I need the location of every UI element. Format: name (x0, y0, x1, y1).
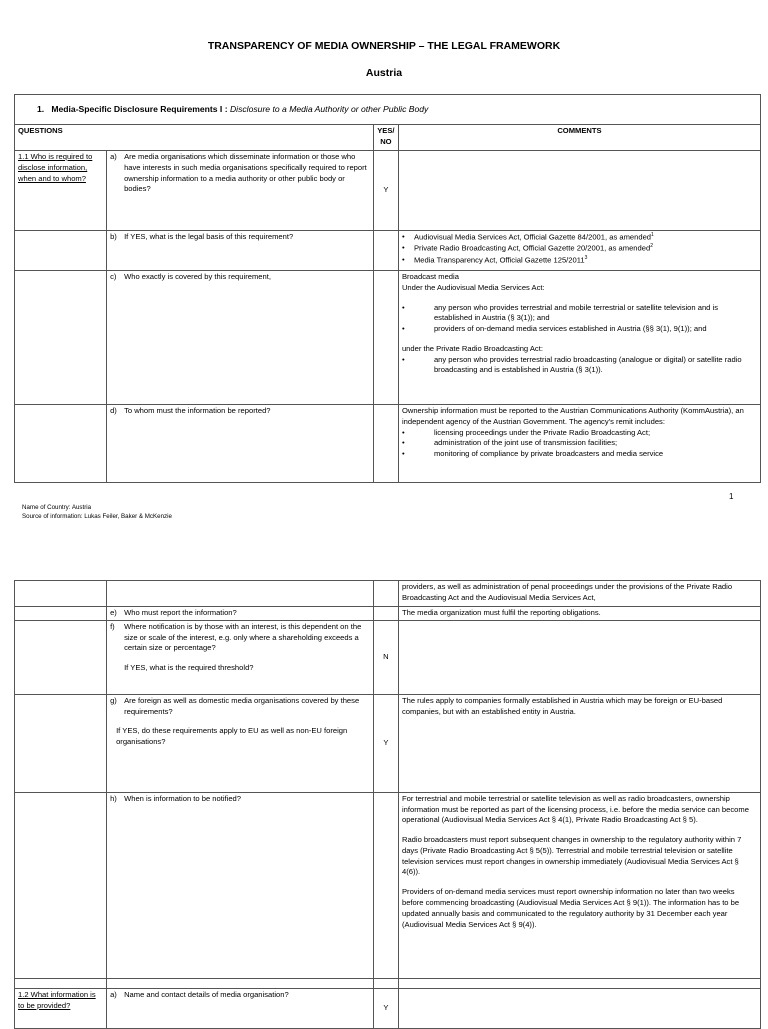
empty-cell (15, 694, 107, 792)
empty-cell (15, 581, 107, 607)
list-item: • administration of the joint use of transmission facilities; (401, 438, 618, 448)
question-f (107, 620, 374, 694)
question-text: When is information to be notified? (124, 793, 241, 803)
question-e (107, 607, 374, 621)
comment-heading: Under the Audiovisual Media Services Act: (401, 282, 545, 292)
yes-no-cell (373, 231, 398, 271)
empty-cell (15, 231, 107, 271)
comment-cell: providers, as well as administration of penal proceedings under the provisions of the Private Radio Broadcasting Act and the Audiovisual Media Services Act, (398, 581, 760, 607)
question-b (107, 231, 374, 271)
question-text: Who exactly is covered by this requirement, (124, 272, 271, 281)
list-item-text: any person who provides terrestrial and mobile terrestrial or satellite television and is established in Austria (§ 3(1)); and (433, 302, 718, 323)
comment-cell (398, 271, 760, 405)
list-item: • providers of on-demand media services established in Austria (§§ 3(1), 9(1)); and (401, 324, 707, 334)
footer-source: Source of information: Lukas Feiler, Baker & McKenzie (22, 513, 172, 520)
yes-no-cell (373, 581, 398, 607)
table-row (15, 988, 761, 1028)
yes-no-cell (373, 792, 398, 978)
empty-cell (107, 978, 374, 988)
list-item-text: any person who provides terrestrial radio broadcasting (analogue or digital) or satellite radio broadcasting and is established in Austria (§ 3(1)). (433, 354, 742, 375)
comment-cell (398, 792, 760, 978)
table-row (15, 620, 761, 694)
comment-cell (398, 620, 760, 694)
question-text: Who must report the information? (124, 608, 237, 617)
comment-paragraph: Radio broadcasters must report subsequent changes in ownership to the regulatory authority within 7 days (Private Radio Broadcasting Act § 5(5)). Terrestrial and mobile terrestrial television or satellite television services must report changes in ownership immediately (Audiovisual Media Services Act § 4(6)). (401, 835, 742, 877)
comment-heading: under the Private Radio Broadcasting Act: (401, 343, 543, 353)
section-number: 1. (37, 104, 45, 115)
question-text: Are foreign as well as domestic media organisations covered by these requirements? (124, 695, 360, 716)
footnote-ref: 1 (651, 232, 654, 238)
yes-no-cell (373, 405, 398, 483)
footnote-ref: 2 (650, 243, 653, 250)
list-item: • Audiovisual Media Services Act, Official Gazette 84/2001, as amended$^1$ (401, 232, 654, 242)
question-a (107, 151, 374, 231)
question-text: To whom must the information be reported? (124, 406, 271, 415)
empty-cell (15, 620, 107, 694)
yes-no-cell: Y (373, 151, 398, 231)
question-text: Are media organisations which disseminate information or those who have interests in such media organisations specifically required to report ownership information to a media authority or other public body or bodies? (124, 152, 367, 194)
section-heading-bold: Media-Specific Disclosure Requirements I : (51, 104, 228, 115)
list-item: • Private Radio Broadcasting Act, Official Gazette 20/2001, as amended$^2$ (401, 243, 653, 253)
legal-basis-3: Media Transparency Act, Official Gazette 125/2011 (413, 255, 585, 265)
yes-no-cell (373, 271, 398, 405)
question-letter: e) (110, 608, 117, 617)
column-header-yes-no: YES/ NO (373, 125, 398, 151)
empty-cell (15, 607, 107, 621)
question-letter: g) (110, 695, 117, 705)
empty-cell (107, 581, 374, 607)
comment-cell: The rules apply to companies formally established in Austria which may be foreign or EU-based companies, but with an established entity in Austria. (398, 694, 760, 792)
list-item: • Media Transparency Act, Official Gazette 125/2011$^3$ (401, 254, 588, 265)
question-c (107, 271, 374, 405)
table-row (15, 607, 761, 621)
question-letter: d) (110, 406, 117, 415)
comment-cell (398, 978, 760, 988)
question-1-1-label: 1.1 Who is required to disclose information, when and to whom? (15, 151, 107, 231)
footer-country: Name of Country: Austria (22, 504, 92, 511)
question-text: If YES, what is the legal basis of this requirement? (124, 232, 294, 241)
comment-cell (398, 151, 760, 231)
question-1-2-a (107, 988, 374, 1028)
yes-no-cell (373, 607, 398, 621)
table-row (15, 792, 761, 978)
list-item-text: licensing proceedings under the Private Radio Broadcasting Act; (433, 427, 651, 437)
legal-basis-1: Audiovisual Media Services Act, Official Gazette 84/2001, as amended (413, 232, 652, 242)
list-item: • any person who provides terrestrial radio broadcasting (analogue or digital) or satellite radio broadcasting and is established in Austria (§ 3(1)). (402, 355, 757, 377)
list-item: • licensing proceedings under the Private Radio Broadcasting Act; (401, 427, 651, 437)
comment-cell (398, 231, 760, 271)
list-item: • monitoring of compliance by private broadcasters and media service (401, 449, 664, 459)
empty-cell (15, 792, 107, 978)
question-text: Where notification is by those with an interest, is this dependent on the size or scale of the interest, e.g. only where a shareholding exceeds a certain size or percentage? (124, 621, 362, 653)
comment-cell: The media organization must fulfil the reporting obligations. (398, 607, 760, 621)
list-item: • any person who provides terrestrial and mobile terrestrial or satellite television and is established in Austria (§ 3(1)); and (402, 303, 757, 325)
column-header-questions: QUESTIONS (15, 125, 374, 151)
table-row (15, 231, 761, 271)
question-text: If YES, what is the required threshold? (124, 663, 254, 673)
comment-text: Ownership information must be reported to the Austrian Communications Authority (KommAustria), an independent agency of the Austrian Government. The agency's remit includes: (401, 406, 744, 426)
comment-cell (398, 988, 760, 1028)
table-row (15, 271, 761, 405)
question-1-2-label: 1.2 What information is to be provided? (15, 988, 107, 1028)
comment-cell (398, 405, 760, 483)
empty-cell (15, 271, 107, 405)
table-row (15, 151, 761, 231)
section-heading (15, 95, 761, 125)
empty-cell (15, 405, 107, 483)
question-d (107, 405, 374, 483)
question-text: Name and contact details of media organisation? (124, 989, 289, 999)
question-letter: h) (110, 793, 117, 803)
legal-basis-2: Private Radio Broadcasting Act, Official Gazette 20/2001, as amended (413, 243, 651, 253)
question-letter: a) (110, 989, 117, 999)
table-row (15, 694, 761, 792)
yes-no-cell: Y (373, 988, 398, 1028)
question-letter: c) (110, 272, 117, 281)
table-row (15, 405, 761, 483)
table-row (15, 978, 761, 988)
question-text: If YES, do these requirements apply to EU as well as non-EU foreign organisations? (116, 726, 348, 747)
disclosure-table-page2 (14, 580, 761, 1029)
comment-paragraph: For terrestrial and mobile terrestrial or satellite television as well as radio broadcasters, ownership information must be reported as part of the licensing process, i.e. before the media service can become operational (Audiovisual Media Services Act § 4(1), Private Radio Broadcasting Act § 5). (401, 793, 749, 825)
document-title: TRANSPARENCY OF MEDIA OWNERSHIP – THE LEGAL FRAMEWORK (207, 40, 561, 52)
table-row (15, 581, 761, 607)
country-heading: Austria (365, 67, 403, 79)
disclosure-table-page1 (14, 94, 761, 483)
yes-no-cell: N (373, 620, 398, 694)
comment-paragraph: Providers of on-demand media services must report ownership information no later than two weeks before commencing broadcasting (Audiovisual Media Services Act § 9(1)). The information has to be updated annually basis and communicated to the regulatory authority by 31 December each year (Audiovisual Media Services Act § 9(4)). (401, 887, 740, 929)
column-header-comments: COMMENTS (398, 125, 760, 151)
section-heading-italic: Disclosure to a Media Authority or other Public Body (229, 104, 429, 115)
question-letter: a) (110, 152, 117, 161)
question-letter: f) (110, 621, 115, 631)
list-item-text: monitoring of compliance by private broadcasters and media service (433, 449, 664, 459)
page-number: 1 (729, 492, 734, 501)
footnote-ref: 3 (584, 254, 588, 261)
yes-no-cell (373, 978, 398, 988)
list-item-text: administration of the joint use of transmission facilities; (433, 438, 618, 448)
empty-cell (15, 978, 107, 988)
comment-heading: Broadcast media (401, 272, 459, 281)
yes-no-cell: Y (373, 694, 398, 792)
question-h (107, 792, 374, 978)
list-item-text: providers of on-demand media services established in Austria (§§ 3(1), 9(1)); and (433, 324, 707, 334)
question-letter: b) (110, 232, 117, 241)
question-g (107, 694, 374, 792)
